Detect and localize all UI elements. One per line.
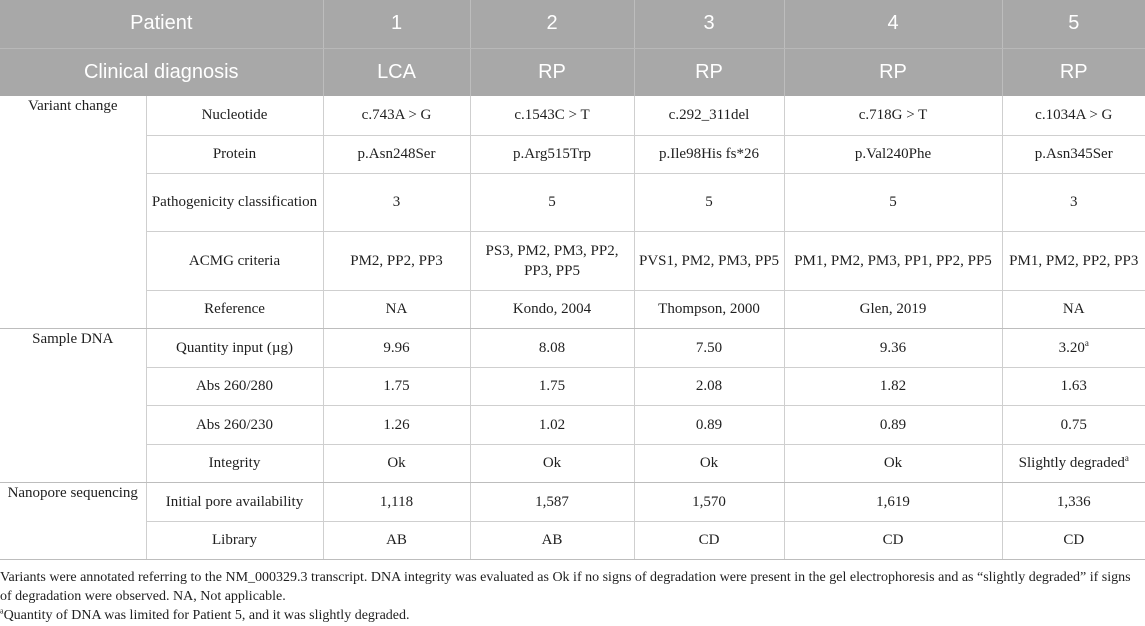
table-cell: 7.50: [634, 328, 784, 367]
row-label: Protein: [146, 135, 323, 173]
patient-number: 1: [323, 0, 470, 48]
table-cell: 3: [323, 173, 470, 231]
patient-number: 2: [470, 0, 634, 48]
table-cell: PM2, PP2, PP3: [323, 231, 470, 290]
table-cell: CD: [634, 521, 784, 559]
row-label: Abs 260/230: [146, 405, 323, 444]
table-row-quantity: [0, 328, 1145, 367]
table-row-acmg: [0, 231, 1145, 290]
header-row-diagnosis: [0, 48, 1145, 96]
table-cell: 1.75: [470, 367, 634, 405]
table-cell: p.Ile98His fs*26: [634, 135, 784, 173]
table-row-protein: [0, 135, 1145, 173]
table-cell: 1,118: [323, 482, 470, 521]
table-row-integrity: [0, 444, 1145, 482]
table-cell: 1.82: [784, 367, 1002, 405]
table-row-abs280: [0, 367, 1145, 405]
table-cell: c.292_311del: [634, 96, 784, 135]
table-cell: Thompson, 2000: [634, 290, 784, 328]
table-cell: Ok: [784, 444, 1002, 482]
table-cell: NA: [323, 290, 470, 328]
table-row-nucleotide: [0, 96, 1145, 135]
table-cell: 9.36: [784, 328, 1002, 367]
table-cell: 1,570: [634, 482, 784, 521]
footnote-a-text: Quantity of DNA was limited for Patient 5, and it was slightly degraded.: [3, 608, 410, 623]
patient-label: Patient: [0, 0, 323, 48]
table-cell: 2.08: [634, 367, 784, 405]
table-cell: p.Asn345Ser: [1002, 135, 1145, 173]
table-cell: 1.75: [323, 367, 470, 405]
table-cell: 1,619: [784, 482, 1002, 521]
diagnosis-value: RP: [784, 48, 1002, 96]
group-nanopore-sequencing: Nanopore sequencing: [0, 482, 146, 559]
table-cell: NA: [1002, 290, 1145, 328]
table-cell: CD: [784, 521, 1002, 559]
table-cell: p.Arg515Trp: [470, 135, 634, 173]
table-cell: c.718G > T: [784, 96, 1002, 135]
footnote-marker: a: [1124, 453, 1129, 463]
table-cell: Ok: [323, 444, 470, 482]
footnote-marker: a: [1084, 337, 1089, 348]
group-sample-dna: Sample DNA: [0, 328, 146, 482]
footnote-a: [0, 606, 1145, 625]
table-row-library: [0, 521, 1145, 559]
table-cell: PS3, PM2, PM3, PP2, PP3, PP5: [470, 231, 634, 290]
patient-number: 4: [784, 0, 1002, 48]
diagnosis-label: Clinical diagnosis: [0, 48, 323, 96]
diagnosis-value: RP: [1002, 48, 1145, 96]
cell-value: 3.20: [1058, 339, 1085, 356]
row-label: Library: [146, 521, 323, 559]
table-row-pore: [0, 482, 1145, 521]
table-cell: 5: [784, 173, 1002, 231]
table-cell: AB: [323, 521, 470, 559]
table-cell: 1.26: [323, 405, 470, 444]
table-cell: [1002, 444, 1145, 482]
table-row-reference: [0, 290, 1145, 328]
table-cell: Glen, 2019: [784, 290, 1002, 328]
row-label: Initial pore availability: [146, 482, 323, 521]
table-cell: 1,336: [1002, 482, 1145, 521]
table-cell: 1.63: [1002, 367, 1145, 405]
table-cell: 0.89: [634, 405, 784, 444]
table-cell: Kondo, 2004: [470, 290, 634, 328]
row-label: Pathogenicity classification: [146, 173, 323, 231]
table-row-abs230: [0, 405, 1145, 444]
table-cell: CD: [1002, 521, 1145, 559]
table-cell: 0.75: [1002, 405, 1145, 444]
table-cell: PM1, PM2, PM3, PP1, PP2, PP5: [784, 231, 1002, 290]
patient-number: 5: [1002, 0, 1145, 48]
table-cell: c.1034A > G: [1002, 96, 1145, 135]
table-cell: 8.08: [470, 328, 634, 367]
diagnosis-value: RP: [634, 48, 784, 96]
row-label: Reference: [146, 290, 323, 328]
footnote-main: Variants were annotated referring to the NM_000329.3 transcript. DNA integrity was evaluated as Ok if no signs of degradation were present in the gel electrophoresis and as “slightly degraded” if signs of degradation were observed. NA, Not applicable.: [0, 570, 1131, 604]
table-cell: AB: [470, 521, 634, 559]
row-label: ACMG criteria: [146, 231, 323, 290]
table-cell: c.1543C > T: [470, 96, 634, 135]
group-variant-change: Variant change: [0, 96, 146, 328]
table-cell: 1,587: [470, 482, 634, 521]
table-cell: PM1, PM2, PP2, PP3: [1002, 231, 1145, 290]
table-cell: p.Val240Phe: [784, 135, 1002, 173]
row-label: Abs 260/280: [146, 367, 323, 405]
row-label: Integrity: [146, 444, 323, 482]
table-footnotes: [0, 568, 1145, 625]
header-row-patient: [0, 0, 1145, 48]
table-cell: PVS1, PM2, PM3, PP5: [634, 231, 784, 290]
table-cell: 5: [634, 173, 784, 231]
patient-number: 3: [634, 0, 784, 48]
cell-value: Slightly degraded: [1018, 455, 1125, 471]
table-cell: 3: [1002, 173, 1145, 231]
table-cell: 0.89: [784, 405, 1002, 444]
table-cell: 5: [470, 173, 634, 231]
table-cell: 1.02: [470, 405, 634, 444]
table-cell: 9.96: [323, 328, 470, 367]
diagnosis-value: LCA: [323, 48, 470, 96]
table-cell: Ok: [470, 444, 634, 482]
table-cell: Ok: [634, 444, 784, 482]
table-cell: c.743A > G: [323, 96, 470, 135]
row-label: Nucleotide: [146, 96, 323, 135]
row-label: Quantity input (µg): [146, 328, 323, 367]
table-cell: [1002, 328, 1145, 367]
table-cell: p.Asn248Ser: [323, 135, 470, 173]
footnote-marker: a: [0, 606, 4, 616]
table-row-pathogenicity: [0, 173, 1145, 231]
diagnosis-value: RP: [470, 48, 634, 96]
